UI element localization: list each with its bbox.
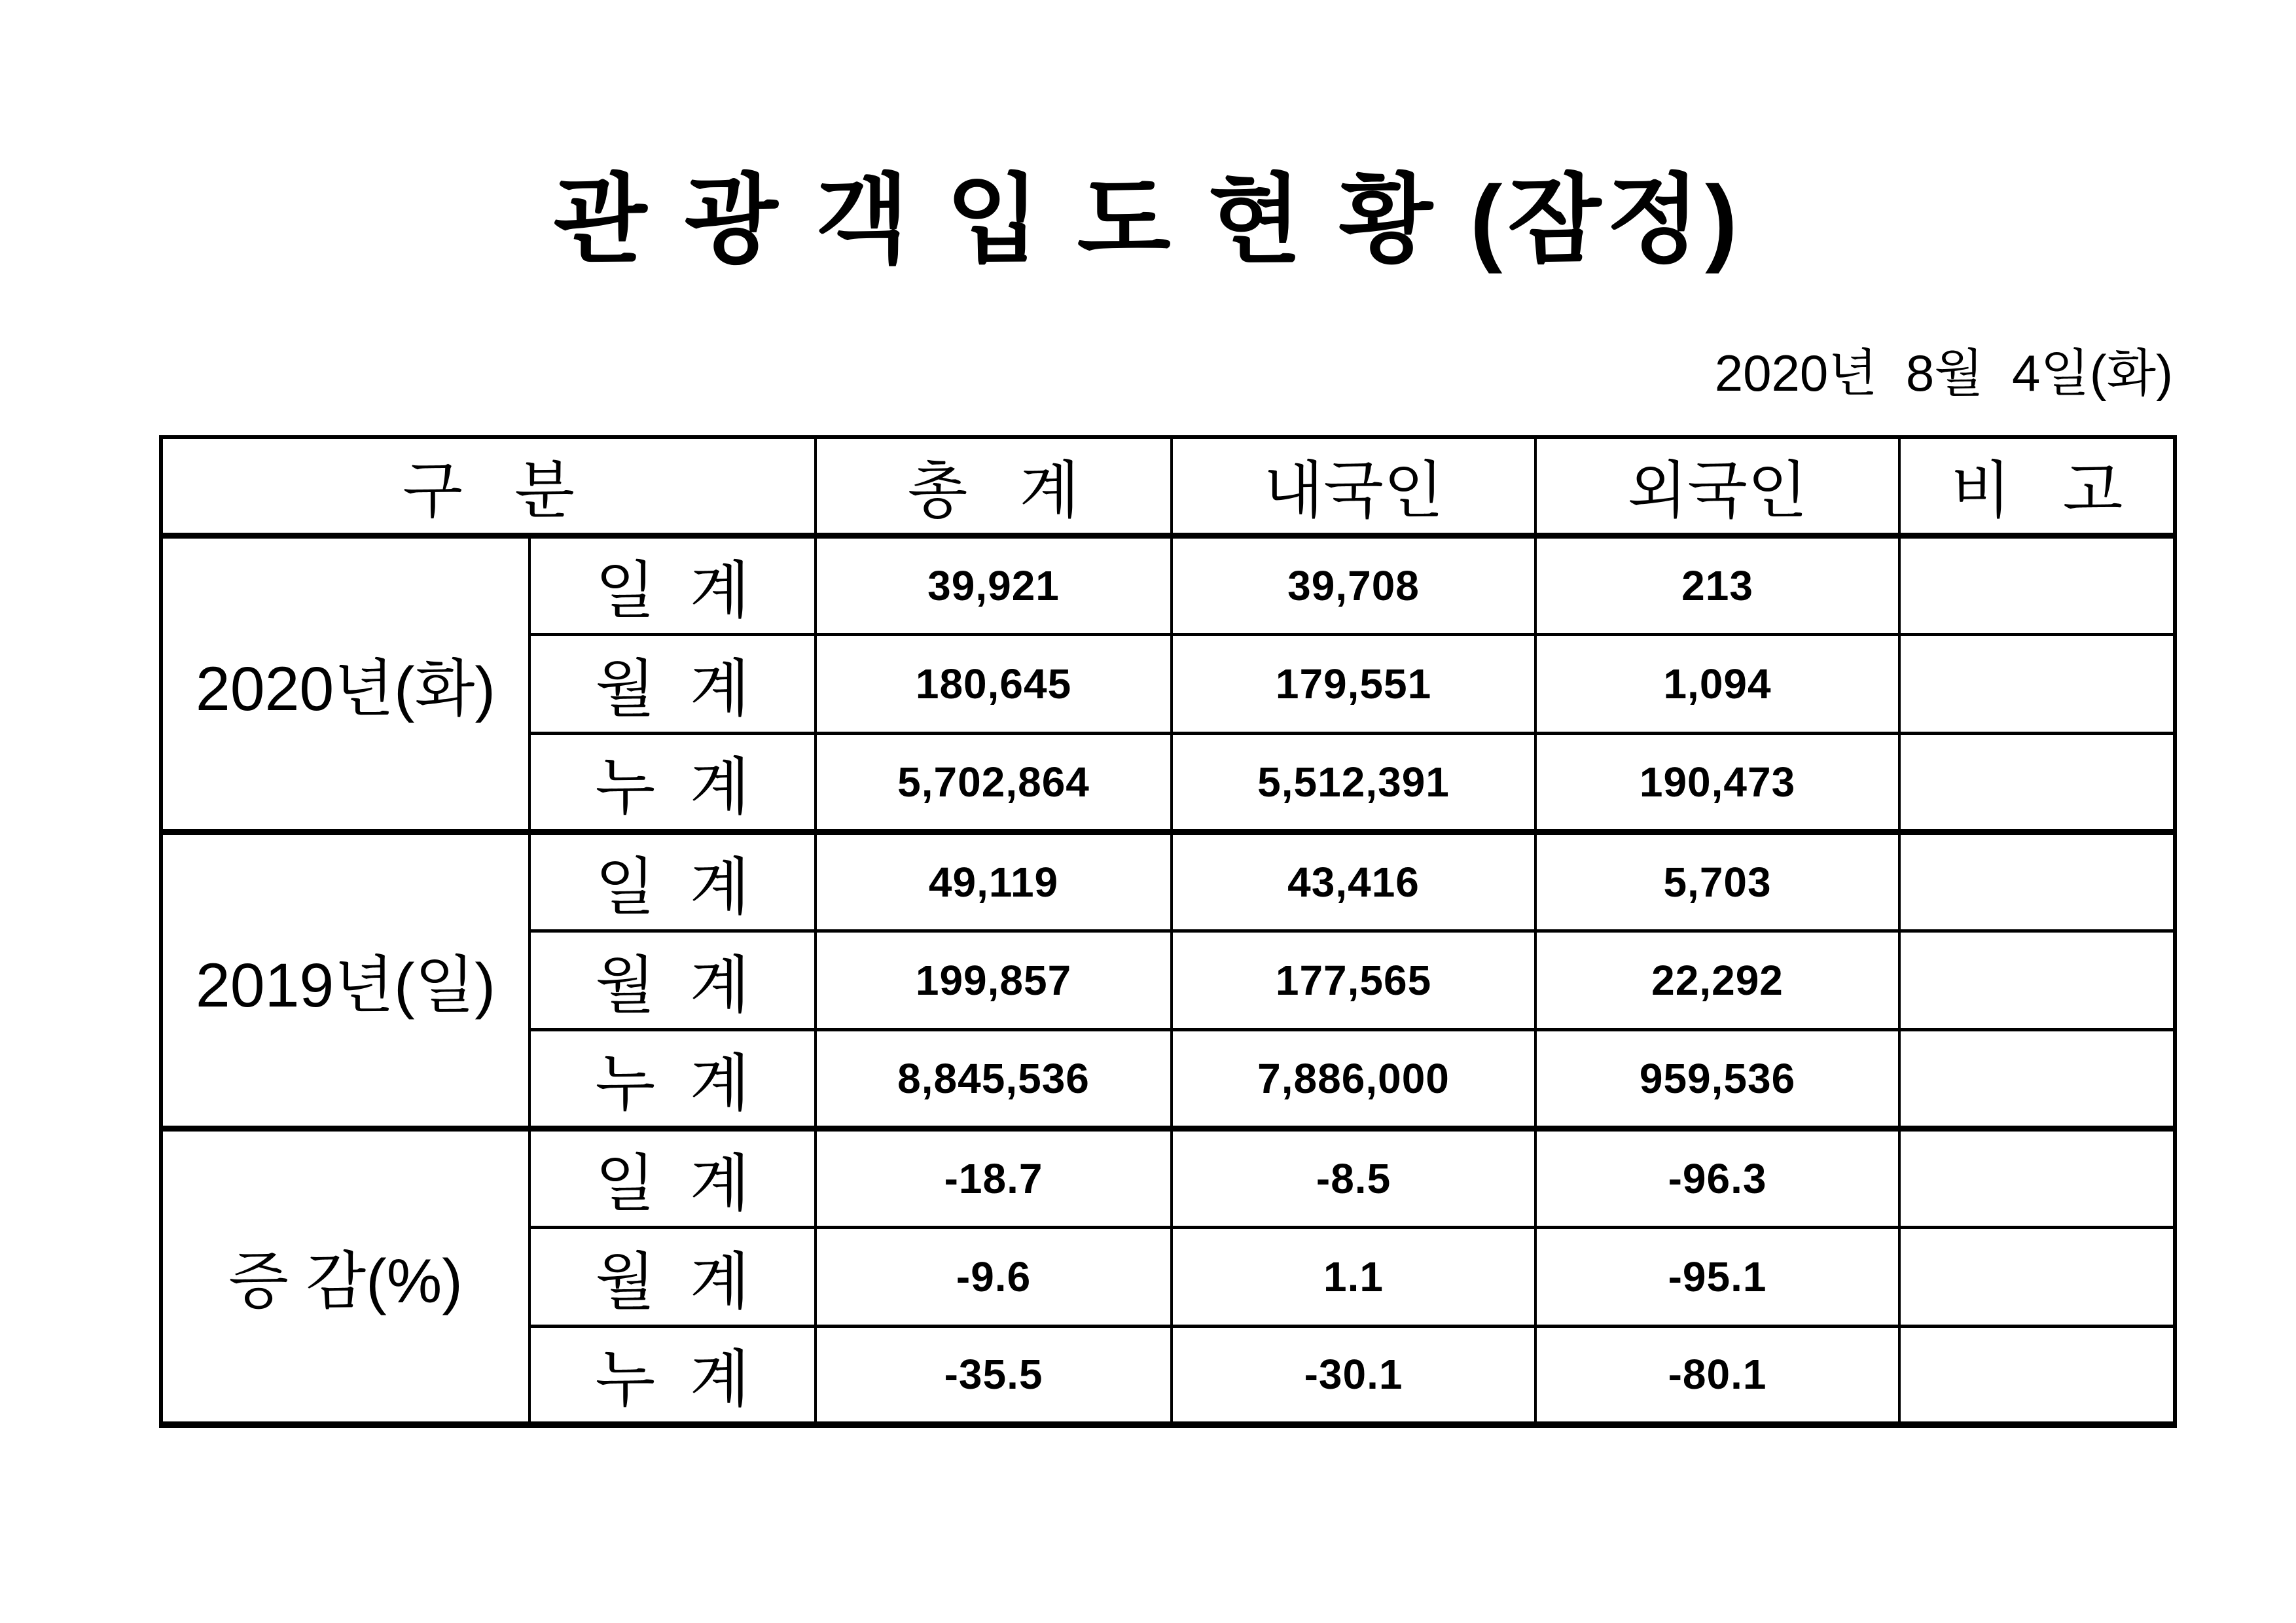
col-header-domestic: 내국인 (1172, 437, 1535, 535)
value-foreign: -80.1 (1535, 1326, 1899, 1425)
value-domestic: 1.1 (1172, 1227, 1535, 1326)
note-cell (1899, 535, 2175, 634)
value-foreign: 1,094 (1535, 634, 1899, 733)
row-label-daily: 일 계 (529, 535, 816, 634)
section-label-2020: 2020년(화) (161, 535, 529, 832)
section-label-change: 증 감(%) (161, 1128, 529, 1425)
value-domestic: -8.5 (1172, 1128, 1535, 1227)
note-cell (1899, 1227, 2175, 1326)
note-cell (1899, 634, 2175, 733)
value-total: 49,119 (816, 832, 1172, 931)
value-domestic: 43,416 (1172, 832, 1535, 931)
value-foreign: 22,292 (1535, 931, 1899, 1029)
note-cell (1899, 1326, 2175, 1425)
note-cell (1899, 1128, 2175, 1227)
value-total: 180,645 (816, 634, 1172, 733)
value-foreign: 959,536 (1535, 1029, 1899, 1128)
col-header-gubun: 구 분 (161, 437, 816, 535)
value-total: -9.6 (816, 1227, 1172, 1326)
value-total: -35.5 (816, 1326, 1172, 1425)
value-foreign: -95.1 (1535, 1227, 1899, 1326)
row-label-monthly: 월 계 (529, 931, 816, 1029)
value-total: 199,857 (816, 931, 1172, 1029)
document-date: 2020년 8월 4일(화) (1714, 344, 2173, 402)
row-label-daily: 일 계 (529, 832, 816, 931)
row-label-cumulative: 누 계 (529, 733, 816, 832)
document-title: 관 광 객 입 도 현 황 (잠정) (553, 166, 1743, 274)
note-cell (1899, 832, 2175, 931)
value-foreign: 5,703 (1535, 832, 1899, 931)
table-row (161, 1128, 2175, 1227)
row-label-monthly: 월 계 (529, 1227, 816, 1326)
value-total: -18.7 (816, 1128, 1172, 1227)
table-row (161, 535, 2175, 634)
row-label-cumulative: 누 계 (529, 1326, 816, 1425)
col-header-note: 비 고 (1899, 437, 2175, 535)
value-domestic: 177,565 (1172, 931, 1535, 1029)
value-domestic: 39,708 (1172, 535, 1535, 634)
table-row (161, 832, 2175, 931)
value-domestic: 7,886,000 (1172, 1029, 1535, 1128)
value-total: 5,702,864 (816, 733, 1172, 832)
section-label-2019: 2019년(일) (161, 832, 529, 1128)
value-foreign: 213 (1535, 535, 1899, 634)
value-total: 39,921 (816, 535, 1172, 634)
value-foreign: -96.3 (1535, 1128, 1899, 1227)
note-cell (1899, 931, 2175, 1029)
value-domestic: -30.1 (1172, 1326, 1535, 1425)
value-domestic: 5,512,391 (1172, 733, 1535, 832)
note-cell (1899, 733, 2175, 832)
value-domestic: 179,551 (1172, 634, 1535, 733)
row-label-cumulative: 누 계 (529, 1029, 816, 1128)
value-foreign: 190,473 (1535, 733, 1899, 832)
value-total: 8,845,536 (816, 1029, 1172, 1128)
row-label-daily: 일 계 (529, 1128, 816, 1227)
col-header-foreign: 외국인 (1535, 437, 1899, 535)
col-header-total: 총 계 (816, 437, 1172, 535)
header-row (161, 437, 2175, 535)
row-label-monthly: 월 계 (529, 634, 816, 733)
note-cell (1899, 1029, 2175, 1128)
tourist-arrivals-table (159, 435, 2177, 1428)
